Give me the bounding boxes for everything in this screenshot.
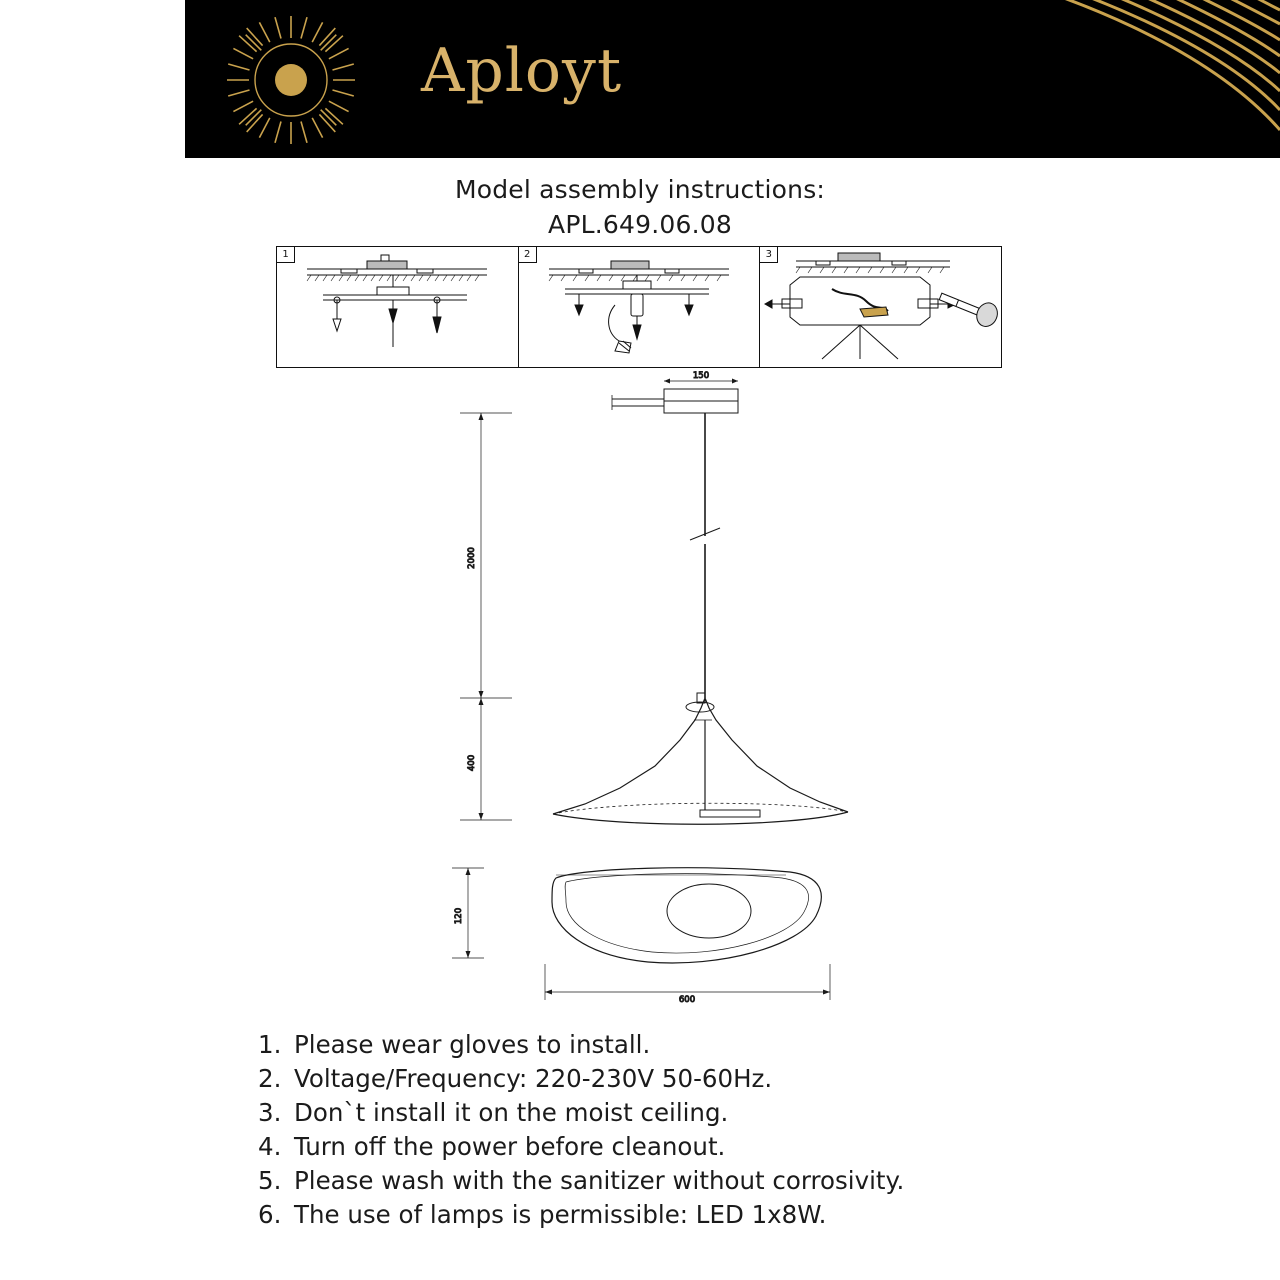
note-text: Don`t install it on the moist ceiling. [294, 1098, 729, 1127]
note-number: 4. [258, 1132, 282, 1161]
note-text: Turn off the power before cleanout. [294, 1132, 726, 1161]
note-item [258, 1164, 1078, 1198]
note-item [258, 1028, 1078, 1062]
note-text: Please wear gloves to install. [294, 1030, 651, 1059]
note-number: 5. [258, 1166, 282, 1195]
assembly-steps [276, 246, 1002, 368]
sunburst-icon [223, 12, 359, 148]
dim-base-width: 600 [678, 995, 696, 1005]
assembly-step-2 [519, 247, 761, 367]
note-text: Please wash with the sanitizer without corrosivity. [294, 1166, 905, 1195]
instruction-notes [258, 1028, 1078, 1232]
note-item [258, 1062, 1078, 1096]
note-text: Voltage/Frequency: 220-230V 50-60Hz. [294, 1064, 773, 1093]
model-number: APL.649.06.08 [548, 210, 732, 239]
product-technical-drawing [0, 368, 1280, 1018]
note-number: 6. [258, 1200, 282, 1229]
dim-canopy-width: 150 [692, 371, 710, 381]
note-text: The use of lamps is permissible: LED 1x8W. [294, 1200, 827, 1229]
note-item [258, 1130, 1078, 1164]
assembly-step-1 [277, 247, 519, 367]
header-banner [185, 0, 1280, 158]
note-item [258, 1096, 1078, 1130]
step-2-diagram [519, 247, 761, 366]
dim-shade-height: 400 [467, 754, 477, 772]
technical-drawing-svg [0, 368, 1280, 1018]
note-number: 3. [258, 1098, 282, 1127]
step-3-diagram [760, 247, 1002, 366]
assembly-step-3 [760, 247, 1001, 367]
step-1-diagram [277, 247, 519, 366]
page-title: Model assembly instructions: [454, 175, 826, 204]
fan-rays-icon [920, 0, 1280, 158]
note-number: 2. [258, 1064, 282, 1093]
step-number: 2 [519, 247, 537, 263]
brand-name: Aployt [421, 36, 623, 106]
step-number: 1 [277, 247, 295, 263]
note-item [258, 1198, 1078, 1232]
title-block [0, 175, 1280, 239]
dim-base-height: 120 [454, 907, 464, 925]
note-number: 1. [258, 1030, 282, 1059]
step-number: 3 [760, 247, 778, 263]
dim-suspension-height: 2000 [467, 547, 477, 569]
